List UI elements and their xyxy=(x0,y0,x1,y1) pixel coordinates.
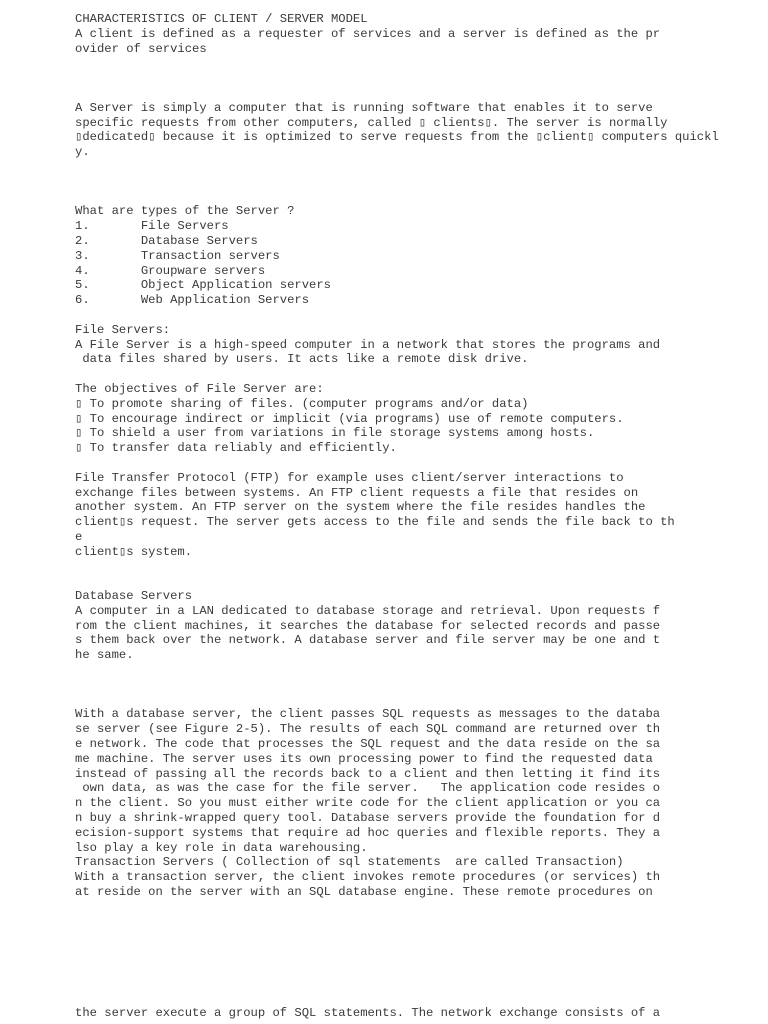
document-line: With a transaction server, the client invokes remote procedures (or services) th xyxy=(75,870,661,885)
document-line: data files shared by users. It acts like a remote disk drive. xyxy=(75,352,529,367)
document-line: ▯ To transfer data reliably and efficiently. xyxy=(75,441,397,456)
document-line: 1. File Servers xyxy=(75,219,229,234)
document-line: A client is defined as a requester of services and a server is defined as the pr xyxy=(75,26,661,41)
blank-line xyxy=(75,693,755,708)
document-line: ▯dedicated▯ because it is optimized to serve requests from the ▯client▯ computers quickl xyxy=(75,130,719,145)
document-line: at reside on the server with an SQL database engine. These remote procedures on xyxy=(75,885,653,900)
document-line: n the client. So you must either write code for the client application or you ca xyxy=(75,796,661,811)
document-line: he same. xyxy=(75,648,134,663)
document-line: another system. An FTP server on the system where the file resides handles the xyxy=(75,500,646,515)
document-page xyxy=(75,12,755,900)
blank-line xyxy=(75,86,755,101)
blank-line xyxy=(75,175,755,190)
document-line: me machine. The server uses its own processing power to find the requested data xyxy=(75,751,653,766)
blank-line xyxy=(75,367,755,382)
document-line: Database Servers xyxy=(75,589,193,604)
document-line: ▯ To shield a user from variations in file storage systems among hosts. xyxy=(75,426,595,441)
document-line: own data, as was the case for the file server. The application code resides o xyxy=(75,781,661,796)
document-line: File Servers: xyxy=(75,322,171,337)
blank-line xyxy=(75,663,755,678)
document-line: What are types of the Server ? xyxy=(75,204,295,219)
document-line: se server (see Figure 2-5). The results of each SQL command are returned over th xyxy=(75,722,661,737)
document-line: ecision-support systems that require ad hoc queries and flexible reports. They a xyxy=(75,825,661,840)
document-line: ▯ To encourage indirect or implicit (via programs) use of remote computers. xyxy=(75,411,624,426)
document-line: Transaction Servers ( Collection of sql statements are called Transaction) xyxy=(75,855,624,870)
blank-line xyxy=(75,160,755,175)
document-line: With a database server, the client passes SQL requests as messages to the databa xyxy=(75,707,661,722)
document-line: exchange files between systems. An FTP client requests a file that resides on xyxy=(75,485,639,500)
document-line: instead of passing all the records back to a client and then letting it find its xyxy=(75,766,661,781)
document-line: A computer in a LAN dedicated to database storage and retrieval. Upon requests f xyxy=(75,603,661,618)
document-line: 2. Database Servers xyxy=(75,233,258,248)
document-line: 4. Groupware servers xyxy=(75,263,266,278)
document-line: specific requests from other computers, called ▯ clients▯. The server is normally xyxy=(75,115,668,130)
document-line: 5. Object Application servers xyxy=(75,278,331,293)
blank-line xyxy=(75,308,755,323)
document-line: e network. The code that processes the SQL request and the data reside on the sa xyxy=(75,737,661,752)
document-line: n buy a shrink-wrapped query tool. Database servers provide the foundation for d xyxy=(75,811,661,826)
blank-line xyxy=(75,456,755,471)
blank-line xyxy=(75,71,755,86)
document-line: lso play a key role in data warehousing. xyxy=(75,840,368,855)
blank-line xyxy=(75,190,755,205)
document-line: client▯s request. The server gets access to the file and sends the file back to th xyxy=(75,515,675,530)
blank-line xyxy=(75,574,755,589)
document-line-bottom: the server execute a group of SQL statements. The network exchange consists of a xyxy=(75,1006,661,1020)
document-line: y. xyxy=(75,145,90,160)
document-line: File Transfer Protocol (FTP) for example uses client/server interactions to xyxy=(75,470,624,485)
blank-line xyxy=(75,56,755,71)
document-line: ovider of services xyxy=(75,41,207,56)
document-line: A File Server is a high-speed computer in a network that stores the programs and xyxy=(75,337,661,352)
document-line: client▯s system. xyxy=(75,544,193,559)
document-line: The objectives of File Server are: xyxy=(75,381,324,396)
document-line: e xyxy=(75,529,83,544)
document-line: rom the client machines, it searches the database for selected records and passe xyxy=(75,618,661,633)
blank-line xyxy=(75,678,755,693)
document-line: ▯ To promote sharing of files. (computer programs and/or data) xyxy=(75,396,529,411)
document-line: 6. Web Application Servers xyxy=(75,293,310,308)
document-line: A Server is simply a computer that is running software that enables it to serve xyxy=(75,100,653,115)
document-line: CHARACTERISTICS OF CLIENT / SERVER MODEL xyxy=(75,12,368,26)
blank-line xyxy=(75,559,755,574)
document-line: 3. Transaction servers xyxy=(75,248,280,263)
document-line: s them back over the network. A database server and file server may be one and t xyxy=(75,633,661,648)
